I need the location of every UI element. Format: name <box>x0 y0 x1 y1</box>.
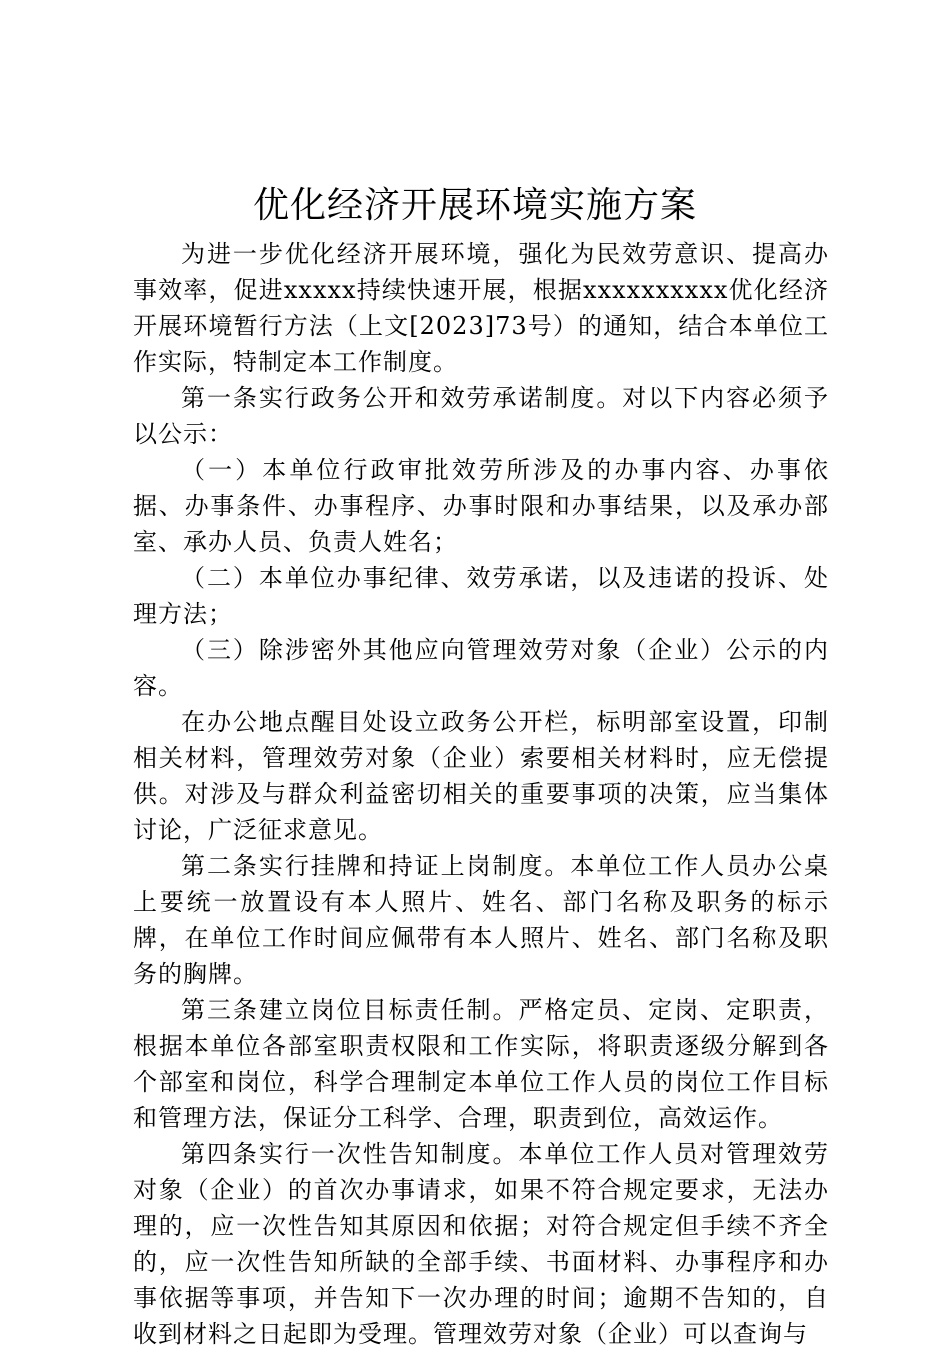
paragraph-item-1: （一）本单位行政审批效劳所涉及的办事内容、办事依据、办事条件、办事程序、办事时限和办事结果，以及承办部室、承办人员、负责人姓名； <box>133 456 829 556</box>
paragraph-intro: 为进一步优化经济开展环境，强化为民效劳意识、提高办事效率，促进xxxxx持续快速开展，根据xxxxxxxxxx优化经济开展环境暂行方法（上文[2023]73号）的通知，结合本单位工作实际，特制定本工作制度。 <box>133 240 829 376</box>
document-title: 优化经济开展环境实施方案 <box>252 185 697 226</box>
paragraph-article-1: 第一条实行政务公开和效劳承诺制度。对以下内容必须予以公示： <box>133 384 829 448</box>
paragraph-public-board: 在办公地点醒目处设立政务公开栏，标明部室设置，印制相关材料，管理效劳对象（企业）索要相关材料时，应无偿提供。对涉及与群众利益密切相关的重要事项的决策，应当集体讨论，广泛征求意见。 <box>133 708 829 844</box>
paragraph-item-3: （三）除涉密外其他应向管理效劳对象（企业）公示的内容。 <box>133 636 829 700</box>
document-body <box>133 236 829 1352</box>
paragraph-article-2: 第二条实行挂牌和持证上岗制度。本单位工作人员办公桌上要统一放置设有本人照片、姓名、部门名称及职务的标示牌，在单位工作时间应佩带有本人照片、姓名、部门名称及职务的胸牌。 <box>133 852 829 988</box>
paragraph-article-3: 第三条建立岗位目标责任制。严格定员、定岗、定职责，根据本单位各部室职责权限和工作实际，将职责逐级分解到各个部室和岗位，科学合理制定本单位工作人员的岗位工作目标和管理方法，保证分工科学、合理，职责到位，高效运作。 <box>133 996 829 1132</box>
paragraph-item-2: （二）本单位办事纪律、效劳承诺，以及违诺的投诉、处理方法； <box>133 564 829 628</box>
paragraph-article-4: 第四条实行一次性告知制度。本单位工作人员对管理效劳对象（企业）的首次办事请求，如果不符合规定要求，无法办理的，应一次性告知其原因和依据；对符合规定但手续不齐全的，应一次性告知所缺的全部手续、书面材料、办事程序和办事依据等事项，并告知下一次办理的时间；逾期不告知的，自收到材料之日起即为受理。管理效劳对象（企业）可以查询与 <box>133 1140 829 1348</box>
